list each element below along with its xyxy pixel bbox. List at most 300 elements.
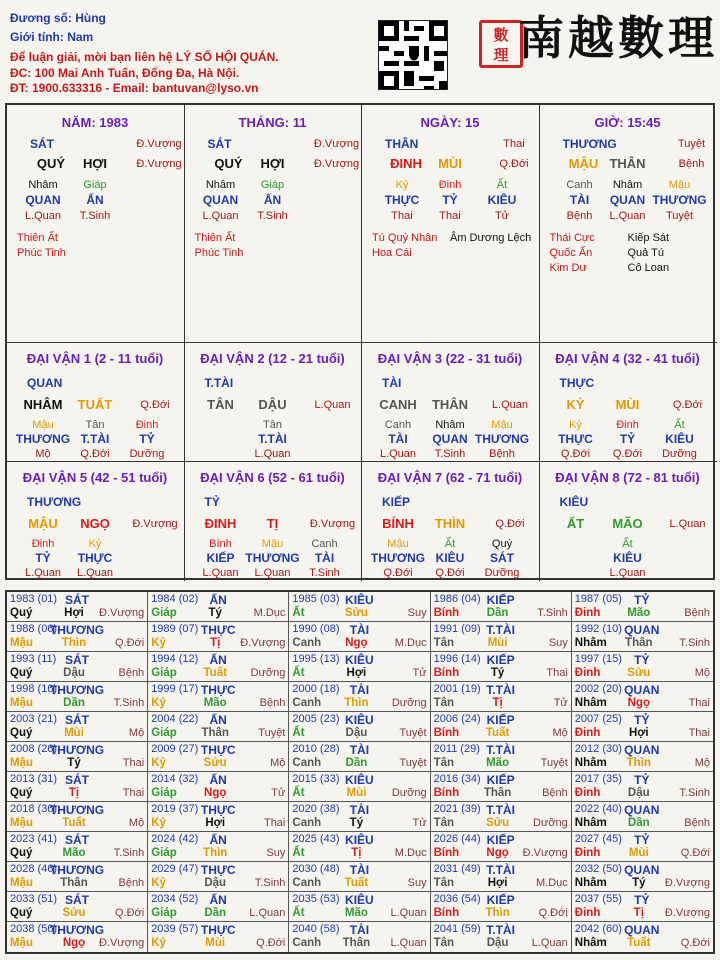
year-branch: Tuất — [485, 727, 510, 739]
year-branch: Dần — [204, 907, 227, 919]
year-cell — [7, 922, 148, 952]
year-branch: Mão — [627, 607, 651, 619]
year-life-stage: Dưỡng — [533, 817, 568, 829]
year-branch: Dậu — [63, 667, 85, 679]
year-stem: Tân — [433, 937, 455, 949]
hidden-stem: Mậu — [261, 538, 284, 550]
dai-van-title: ĐẠI VẬN 7 (62 - 71 tuổi) — [377, 470, 523, 485]
year-branch: Thân — [201, 727, 229, 739]
year-cell — [7, 712, 148, 742]
year-branch: Sửu — [203, 757, 227, 769]
year-branch: Mùi — [487, 637, 508, 649]
year-god: QUAN — [624, 623, 660, 637]
hidden-stem: Ất — [674, 419, 685, 431]
year-god: T.TÀI — [486, 863, 515, 877]
heavenly-stem: ĐINH — [204, 516, 237, 531]
year-cell — [572, 592, 713, 622]
year-life-stage: Thai — [688, 697, 710, 709]
year-god: TÀI — [349, 863, 370, 877]
heavenly-stem: MẬU — [28, 516, 58, 531]
special-star: Thái Cực — [549, 232, 595, 244]
year-label: 1994 (12) — [151, 653, 199, 665]
year-stem: Tân — [433, 697, 455, 709]
hidden-god: THỰC — [384, 193, 420, 207]
year-stem: Giáp — [151, 607, 177, 619]
hidden-stem: Giáp — [260, 179, 285, 191]
hidden-god: THƯƠNG — [652, 193, 707, 207]
year-branch: Ngọ — [486, 847, 509, 859]
year-cell — [289, 652, 430, 682]
year-branch: Dậu — [627, 787, 650, 799]
year-god: TÀI — [349, 683, 370, 697]
year-cell — [7, 862, 148, 892]
year-label: 2010 (28) — [292, 743, 340, 755]
year-life-stage: Tuyệt — [399, 757, 427, 769]
year-stem: Tân — [433, 877, 455, 889]
year-cell — [148, 862, 289, 892]
year-stem: Giáp — [151, 907, 177, 919]
year-label: 1992 (10) — [574, 623, 622, 635]
pillar-cell — [362, 105, 540, 343]
stem-god: SÁT — [207, 137, 232, 151]
hidden-life-stage: L.Quan — [76, 567, 114, 579]
year-stem: Ất — [292, 907, 305, 919]
year-god: KIÊU — [345, 893, 374, 907]
year-life-stage: Đ.Vượng — [664, 907, 710, 919]
year-cell — [572, 652, 713, 682]
hidden-stem: Bính — [209, 538, 232, 550]
year-life-stage: M.Dục — [536, 877, 568, 889]
year-branch: Hợi — [487, 877, 508, 889]
year-label: 2033 (51) — [10, 893, 58, 905]
hidden-life-stage: Q.Đới — [435, 567, 465, 579]
year-cell — [148, 802, 289, 832]
year-god: KIÊU — [345, 593, 374, 607]
year-branch: Mão — [203, 697, 227, 709]
year-label: 2008 (26) — [10, 743, 58, 755]
year-label: 2012 (30) — [574, 743, 622, 755]
year-branch: Tý — [490, 667, 505, 679]
year-stem: Mậu — [10, 637, 33, 649]
year-stem: Kỷ — [151, 637, 166, 649]
hidden-stem: Đinh — [438, 179, 462, 191]
year-label: 2015 (33) — [292, 773, 340, 785]
hidden-life-stage: Tuyệt — [665, 210, 694, 222]
hidden-god: THƯƠNG — [370, 551, 426, 565]
hidden-life-stage: L.Quan — [202, 567, 239, 579]
hidden-stem: Nhâm — [205, 179, 236, 191]
hidden-stem: Ất — [444, 538, 456, 550]
year-stem: Mậu — [10, 697, 33, 709]
year-label: 2041 (59) — [433, 923, 481, 935]
branch-life-stage: Q.Đới — [495, 518, 525, 530]
year-god: THỰC — [200, 803, 236, 817]
stem-god: SÁT — [30, 137, 54, 151]
year-label: 2022 (40) — [574, 803, 622, 815]
year-life-stage: M.Dục — [253, 607, 286, 619]
year-branch: Dần — [627, 817, 650, 829]
year-stem: Bính — [433, 847, 460, 859]
dai-van-title: ĐẠI VẬN 5 (42 - 51 tuổi) — [22, 470, 168, 485]
special-star: Âm Dương Lệch — [450, 232, 532, 244]
year-god: TÀI — [349, 623, 370, 637]
year-god: KIẾP — [486, 893, 515, 907]
dai-van-cell — [540, 343, 718, 462]
year-god: T.TÀI — [486, 803, 515, 817]
year-label: 2031 (49) — [433, 863, 481, 875]
year-god: T.TÀI — [486, 923, 515, 937]
year-god: KIÊU — [345, 653, 374, 667]
hidden-stem: Kỷ — [88, 538, 102, 550]
year-stem: Đinh — [574, 607, 601, 619]
year-stem: Đinh — [574, 727, 601, 739]
year-branch: Dậu — [486, 937, 509, 949]
year-stem: Ất — [292, 787, 305, 799]
year-cell — [7, 742, 148, 772]
year-god: THỰC — [200, 863, 236, 877]
year-cell — [148, 652, 289, 682]
year-god: T.TÀI — [486, 743, 515, 757]
pillar-cell — [540, 105, 718, 343]
hidden-god: THỰC — [77, 551, 113, 565]
year-god: ẤN — [209, 593, 227, 607]
year-stem: Nhâm — [574, 757, 607, 769]
year-life-stage: Suy — [407, 877, 427, 889]
year-label: 2029 (47) — [151, 863, 199, 875]
year-god: ẤN — [209, 773, 227, 787]
stem-god: KIẾP — [382, 495, 411, 509]
hidden-life-stage: Bệnh — [489, 448, 515, 460]
year-god: KIẾP — [486, 833, 515, 847]
hidden-god: QUAN — [25, 193, 61, 207]
year-branch: Tuất — [62, 817, 86, 829]
year-life-stage: Q.Đới — [680, 847, 710, 859]
year-branch: Thìn — [626, 757, 651, 769]
year-label: 2006 (24) — [433, 713, 481, 725]
year-life-stage: T.Sinh — [679, 637, 710, 649]
year-label: 1989 (07) — [151, 623, 199, 635]
year-branch: Ngọ — [345, 637, 368, 649]
year-branch: Hợi — [346, 667, 367, 679]
year-label: 1999 (17) — [151, 683, 199, 695]
year-cell — [431, 772, 572, 802]
year-cell — [148, 682, 289, 712]
hidden-god: TỶ — [35, 551, 51, 565]
year-cell — [289, 592, 430, 622]
year-stem: Canh — [292, 697, 322, 709]
hidden-life-stage: Mộ — [35, 448, 51, 460]
year-cell — [431, 682, 572, 712]
year-cell — [7, 772, 148, 802]
hidden-god: KIẾP — [206, 551, 235, 565]
year-god: THỰC — [200, 683, 236, 697]
hidden-god: T.TÀI — [258, 432, 287, 446]
year-cell — [431, 862, 572, 892]
hidden-god: KIÊU — [487, 193, 517, 207]
year-label: 2024 (42) — [151, 833, 199, 845]
hidden-life-stage: Dưỡng — [662, 448, 697, 460]
hidden-life-stage: L.Quan — [254, 448, 291, 460]
branch-life-stage: L.Quan — [669, 518, 706, 530]
year-branch: Hợi — [628, 727, 649, 739]
hidden-god: T.TÀI — [80, 432, 110, 446]
year-cell — [572, 802, 713, 832]
year-label: 2038 (56) — [10, 923, 58, 935]
year-life-stage: Mộ — [128, 817, 145, 829]
year-life-stage: Mộ — [270, 757, 286, 769]
hidden-god: KIÊU — [435, 551, 465, 565]
year-cell — [7, 592, 148, 622]
address-line: ĐC: 100 Mai Anh Tuấn, Đống Đa, Hà Nội. — [10, 66, 240, 80]
year-life-stage: Đ.Vượng — [664, 877, 710, 889]
year-label: 1987 (05) — [574, 593, 622, 605]
year-cell — [289, 622, 430, 652]
year-life-stage: T.Sinh — [254, 877, 286, 889]
year-branch: Tuất — [203, 667, 227, 679]
hidden-life-stage: T.Sinh — [79, 210, 111, 222]
year-life-stage: Dưỡng — [391, 697, 427, 709]
hidden-life-stage: Q.Đới — [383, 567, 413, 579]
hidden-life-stage: L.Quan — [254, 567, 291, 579]
heavenly-stem: TÂN — [207, 397, 234, 412]
year-label: 2011 (29) — [433, 743, 480, 755]
year-cell — [148, 592, 289, 622]
year-stem: Bính — [433, 667, 460, 679]
hidden-stem: Nhâm — [435, 419, 465, 431]
year-cell — [572, 862, 713, 892]
year-branch: Dậu — [345, 727, 368, 739]
year-life-stage: Tử — [553, 697, 568, 709]
year-god: QUAN — [624, 863, 660, 877]
earthly-branch: HỢI — [260, 156, 285, 171]
year-god: QUAN — [624, 743, 660, 757]
year-branch: Tý — [349, 817, 364, 829]
year-life-stage: Thai — [122, 757, 145, 769]
year-label: 2019 (37) — [151, 803, 199, 815]
year-stem: Quý — [10, 787, 33, 799]
branch-life-stage: Đ.Vượng — [132, 518, 178, 530]
year-branch: Mùi — [64, 727, 84, 739]
year-stem: Mậu — [10, 937, 33, 949]
year-god: SÁT — [65, 833, 89, 847]
year-stem: Ất — [292, 607, 305, 619]
hidden-god: THƯƠNG — [245, 551, 300, 565]
logo-text: 南越數理 — [518, 11, 718, 65]
hidden-life-stage: T.Sinh — [257, 210, 288, 222]
hidden-stem: Canh — [311, 538, 338, 550]
year-label: 2037 (55) — [574, 893, 622, 905]
year-god: THƯƠNG — [49, 683, 105, 697]
year-label: 1998 (16) — [10, 683, 58, 695]
year-life-stage: Mộ — [552, 727, 568, 739]
branch-life-stage: Đ.Vượng — [313, 158, 360, 170]
year-cell — [431, 922, 572, 952]
year-stem: Kỷ — [151, 817, 166, 829]
year-god: KIÊU — [345, 713, 374, 727]
year-label: 2028 (46) — [10, 863, 58, 875]
hidden-life-stage: Q.Đới — [612, 448, 643, 460]
hidden-god: THƯƠNG — [474, 432, 530, 446]
year-life-stage: Q.Đới — [114, 907, 145, 919]
year-god: TÀI — [349, 803, 370, 817]
year-branch: Dần — [486, 607, 509, 619]
qr-code-icon[interactable] — [378, 20, 448, 90]
year-god: ẤN — [209, 893, 227, 907]
hidden-stem: Canh — [566, 179, 593, 191]
year-branch: Mùi — [628, 847, 649, 859]
year-life-stage: Q.Đới — [538, 907, 568, 919]
year-branch: Tị — [633, 907, 644, 919]
year-branch: Sửu — [344, 607, 368, 619]
year-label: 2036 (54) — [433, 893, 481, 905]
year-cell — [7, 832, 148, 862]
year-stem: Tân — [433, 817, 455, 829]
year-god: TỶ — [634, 593, 650, 607]
earthly-branch: THÂN — [609, 156, 646, 171]
year-god: THƯƠNG — [49, 623, 105, 637]
year-god: TỶ — [634, 833, 650, 847]
year-cell — [289, 832, 430, 862]
year-cell — [572, 622, 713, 652]
year-life-stage: Bệnh — [118, 667, 145, 679]
year-label: 2009 (27) — [151, 743, 199, 755]
earthly-branch: DẬU — [258, 397, 287, 412]
year-life-stage: L.Quan — [531, 937, 568, 949]
dai-van-cell — [362, 343, 540, 462]
year-stem: Quý — [10, 667, 33, 679]
dai-van-cell — [7, 462, 185, 581]
year-branch: Dần — [63, 697, 85, 709]
hidden-stem: Tân — [85, 419, 105, 431]
year-stem: Canh — [292, 877, 322, 889]
year-stem: Quý — [10, 847, 33, 859]
year-life-stage: T.Sinh — [537, 607, 568, 619]
year-label: 2007 (25) — [574, 713, 622, 725]
hidden-life-stage: Dưỡng — [484, 567, 520, 579]
year-branch: Thân — [60, 877, 88, 889]
year-life-stage: Bệnh — [684, 817, 710, 829]
earthly-branch: THÌN — [434, 516, 466, 531]
hidden-god: TÀI — [569, 193, 590, 207]
year-cell — [7, 802, 148, 832]
earthly-branch: TUẤT — [77, 397, 113, 412]
hidden-stem: Nhâm — [612, 179, 643, 191]
year-god: SÁT — [65, 593, 89, 607]
year-cell — [289, 862, 430, 892]
stem-life-stage: Đ.Vượng — [136, 138, 182, 150]
year-label: 1985 (03) — [292, 593, 340, 605]
hidden-life-stage: Thai — [391, 210, 413, 222]
year-branch: Tị — [68, 787, 80, 799]
year-label: 2026 (44) — [433, 833, 481, 845]
year-cell — [572, 712, 713, 742]
year-life-stage: Mộ — [694, 757, 710, 769]
year-god: SÁT — [65, 713, 89, 727]
year-cell — [148, 892, 289, 922]
year-stem: Bính — [433, 787, 460, 799]
hidden-god: THƯƠNG — [15, 432, 71, 446]
year-cell — [572, 682, 713, 712]
year-life-stage: Q.Đới — [114, 637, 145, 649]
year-label: 2027 (45) — [574, 833, 622, 845]
year-cell — [572, 892, 713, 922]
hidden-stem: Ất — [496, 179, 508, 191]
hidden-stem: Đinh — [135, 419, 159, 431]
year-life-stage: T.Sinh — [113, 697, 145, 709]
year-cell — [572, 922, 713, 952]
year-branch: Tuất — [627, 937, 651, 949]
year-life-stage: Bệnh — [684, 607, 710, 619]
branch-life-stage: Đ.Vượng — [136, 158, 182, 170]
year-branch: Hợi — [64, 607, 84, 619]
special-star: Kiếp Sát — [627, 232, 670, 244]
year-label: 1990 (08) — [292, 623, 340, 635]
hidden-life-stage: L.Quan — [202, 210, 239, 222]
year-stem: Mậu — [10, 817, 33, 829]
special-star: Thiên Ất — [17, 232, 58, 244]
hidden-stem: Canh — [384, 419, 412, 431]
stem-god: TÀI — [382, 376, 402, 390]
gender-line: Giới tính: Nam — [10, 30, 94, 44]
branch-life-stage: Q.Đới — [140, 399, 170, 411]
year-life-stage: Thai — [546, 667, 568, 679]
year-stem: Ất — [292, 667, 305, 679]
hidden-life-stage: L.Quan — [609, 210, 646, 222]
pillar-cell — [185, 105, 363, 343]
hidden-god: TỶ — [619, 432, 636, 446]
hidden-god: KIÊU — [613, 551, 642, 565]
year-life-stage: Bệnh — [542, 787, 568, 799]
stem-god: QUAN — [27, 376, 63, 390]
year-stem: Nhâm — [574, 877, 607, 889]
hidden-stem: Ất — [622, 538, 633, 550]
hidden-life-stage: L.Quan — [609, 567, 646, 579]
hidden-god: QUAN — [202, 193, 239, 207]
year-life-stage: Bệnh — [118, 877, 145, 889]
year-cell — [572, 742, 713, 772]
year-branch: Thìn — [203, 847, 228, 859]
phone-email-line[interactable]: ĐT: 1900.633316 - Email: bantuvan@lyso.vn — [10, 81, 259, 95]
year-life-stage: Suy — [548, 637, 568, 649]
hidden-stem: Mậu — [491, 419, 513, 431]
year-stem: Bính — [433, 607, 460, 619]
year-life-stage: Đ.Vượng — [522, 847, 568, 859]
year-life-stage: Tuyệt — [540, 757, 568, 769]
pillar-title: THÁNG: 11 — [238, 115, 307, 130]
hidden-life-stage: L.Quan — [24, 210, 62, 222]
year-cell — [148, 832, 289, 862]
year-stem: Quý — [10, 607, 33, 619]
hidden-life-stage: Q.Đới — [560, 448, 591, 460]
year-label: 2025 (43) — [292, 833, 340, 845]
stem-god: KIÊU — [559, 495, 589, 509]
year-god: THƯƠNG — [49, 863, 105, 877]
seal-char: 理 — [493, 46, 509, 64]
hidden-stem: Quý — [491, 538, 513, 550]
year-label: 2001 (19) — [433, 683, 481, 695]
year-stem: Ất — [292, 727, 305, 739]
year-label: 2016 (34) — [433, 773, 481, 785]
year-cell — [289, 712, 430, 742]
year-god: THỰC — [200, 623, 236, 637]
year-god: TÀI — [349, 743, 370, 757]
hidden-stem: Tân — [263, 419, 282, 431]
hidden-life-stage: Bệnh — [566, 210, 593, 222]
year-label: 2032 (50) — [574, 863, 622, 875]
dai-van-cell — [362, 462, 540, 581]
year-god: ẤN — [209, 833, 227, 847]
year-god: KIÊU — [345, 773, 374, 787]
